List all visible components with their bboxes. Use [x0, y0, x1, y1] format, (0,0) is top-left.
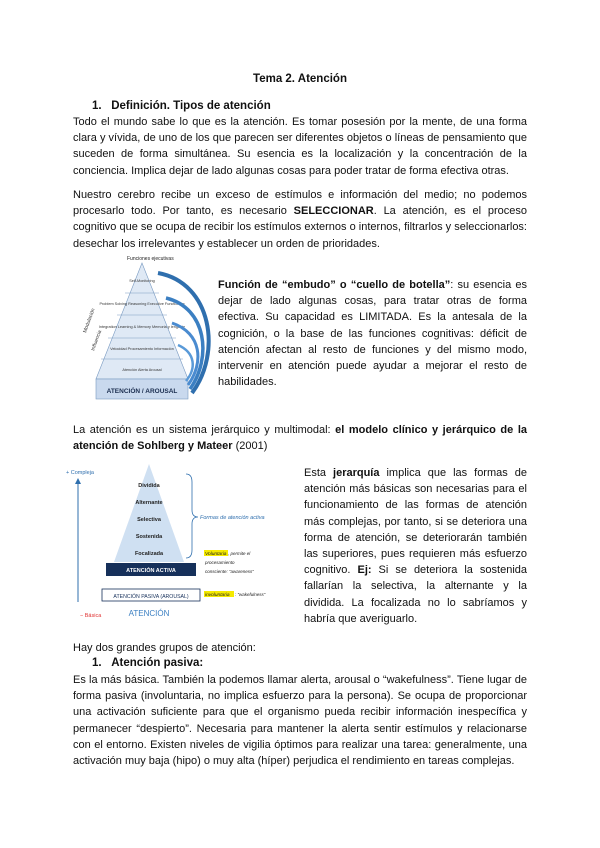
paragraph-groups-intro: Hay dos grandes grupos de atención: [73, 642, 256, 654]
svg-text:Problem Solving Reasoning Exec: Problem Solving Reasoning Executive Functioning [99, 302, 185, 306]
svg-text:consciente: “awareness”: consciente: “awareness” [205, 569, 254, 574]
paragraph-select: Nuestro cerebro recibe un exceso de estímulos e información del medio; no podemos procesarlo todo. Por tanto, es necesario SELECCIONAR. La atención, es el proceso cognitivo que se ocupa de recibir los estímulos externos o internos, filtrarlos y seleccionarlos: desechar los irrelevantes y establecer un orden de prioridades. [73, 189, 527, 250]
basic-label: − Básica [80, 613, 102, 619]
svg-text:Atención Alerta Arousal: Atención Alerta Arousal [122, 368, 162, 372]
paragraph-hierarchy-intro: La atención es un sistema jerárquico y multimodal: el modelo clínico y jerárquico de la atención de Sohlberg y Mateer (2001) [73, 424, 527, 453]
svg-text:Dividida: Dividida [138, 483, 160, 489]
svg-text:Focalizada: Focalizada [134, 551, 164, 557]
figure1-top-label: Funciones ejecutivas [127, 256, 174, 262]
svg-text:Influencia: Influencia [90, 329, 104, 352]
active-attention-label: ATENCIÓN ACTIVA [126, 568, 176, 574]
section-1-heading: 1. Definición. Tipos de atención [92, 100, 271, 112]
svg-text:Voluntaria: Voluntaria [205, 552, 227, 557]
paragraph-definition: Todo el mundo sabe lo que es la atención. Es tomar posesión por la mente, de una forma clara y vívida, de uno de los que parecen ser diferentes objetos o líneas de pensamiento que suceden de forma simultánea. Su esencia es la localización y la concentración de la conciencia. Implica dejar de lado algunas cosas para poder tratar de forma efectiva otras. [73, 116, 527, 177]
complex-label: + Compleja [66, 470, 94, 476]
passive-attention-label: ATENCIÓN PASIVA (AROUSAL) [113, 594, 189, 600]
svg-text:: “wakefulness”: : “wakefulness” [235, 592, 266, 597]
hierarchical-model-figure [66, 462, 300, 622]
svg-text:Alternante: Alternante [135, 500, 163, 506]
forms-label: Formas de atención activa [200, 515, 265, 521]
svg-text:Selectiva: Selectiva [137, 517, 161, 523]
paragraph-passive-attention: Es la más básica. También la podemos llamar alerta, arousal o “wakefulness”. Tiene lugar de forma pasiva (involuntaria, no implica esfuerzo para la persona). Se ocupa de proporcionar una activación suficiente para que el organismo pueda recibir información inespecífica y permanecer “despierto”. Necesaria para mantener la alerta sentir estímulos y relacionarse con el entorno. Existen niveles de vigilia óptimos para realizar una tarea: generalmente, una activación muy baja (hipo) o muy alta (híper) perjudica el rendimiento en tareas complejas. [73, 674, 527, 768]
figure2-footer: ATENCIÓN [128, 609, 170, 618]
svg-text:Self-Monitoring: Self-Monitoring [129, 279, 155, 283]
page-title: Tema 2. Atención [253, 73, 347, 85]
svg-text:involuntaria: involuntaria [205, 593, 230, 598]
svg-text:Modulación: Modulación [82, 307, 97, 334]
svg-text:Velocidad Procesamiento Inform: Velocidad Procesamiento Información [110, 347, 174, 351]
svg-text:Sostenida: Sostenida [135, 534, 163, 540]
svg-text:, permite el: , permite el [228, 551, 251, 556]
svg-text:Integration Learning & Memory: Integration Learning & Memory Memoria y lenguaje [98, 325, 186, 329]
section-passive-heading: 1. Atención pasiva: [92, 657, 204, 669]
svg-text:procesamiento: procesamiento [205, 560, 235, 565]
paragraph-hierarchy-explanation: Esta jerarquía implica que las formas de atención más básicas son necesarias para el funcionamiento de las formas de atención más complejas, por tanto, si se deteriora una forma de atención, se deteriorarán también las superiores, pues requieren más esfuerzo cognitivo. Ej: Si se deteriora la sostenida fallarían la selectiva, la alternante y la dividida. La focalizada no lo sabríamos y habría que averiguarlo. [304, 467, 528, 625]
funnel-pyramid-figure [72, 253, 214, 403]
figure1-base-label: ATENCIÓN / AROUSAL [106, 388, 178, 395]
paragraph-funnel: Función de “embudo” o “cuello de botella”: su esencia es dejar de lado algunas cosas, para tratar otras de forma efectiva. Su capacidad es LIMITADA. Es la antesala de la cognición, o la base de las funciones cognitivas: déficit de atención afectan al resto de funciones y del mismo modo, intervenir en atención puede ayudar a mejorar el resto de habilidades. [218, 279, 528, 389]
